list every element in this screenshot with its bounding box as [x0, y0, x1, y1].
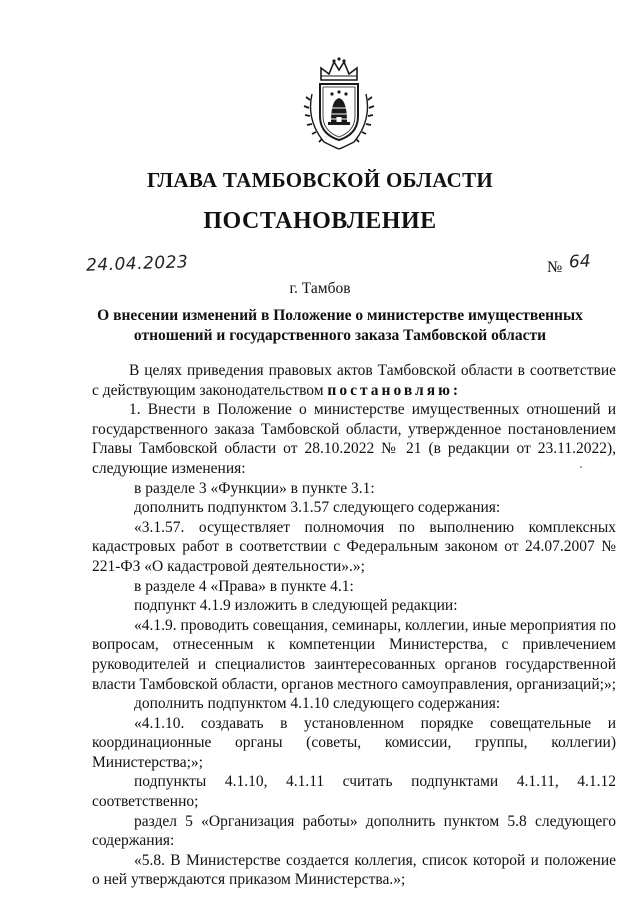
city-label: г. Тамбов: [289, 280, 351, 297]
paragraph-section-4: в разделе 4 «Права» в пункте 4.1:: [134, 577, 354, 595]
handwritten-number: 64: [568, 251, 592, 273]
tambov-coat-of-arms-icon: [296, 56, 382, 152]
decree-word: постановляю:: [327, 381, 462, 399]
paragraph-4-1-9-intro: подпункт 4.1.9 изложить в следующей редакции:: [134, 597, 458, 615]
paragraph-section-3: в разделе 3 «Функции» в пункте 3.1:: [134, 479, 375, 497]
document-type-title: ПОСТАНОВЛЕНИЕ: [203, 208, 437, 234]
paragraph-4-1-10: «4.1.10. создавать в установленном порядке совещательные и координационные органы (советы, комиссии, группы, коллегии) Министерства;»;: [92, 714, 616, 771]
paragraph-section-5: раздел 5 «Организация работы» дополнить пунктом 5.8 следующего содержания:: [92, 812, 616, 850]
authority-title: ГЛАВА ТАМБОВСКОЙ ОБЛАСТИ: [146, 168, 494, 192]
subject-line-2: отношений и государственного заказа Тамбовской области: [133, 327, 547, 344]
paragraph-5-8: «5.8. В Министерстве создается коллегия, список которой и положение о ней утверждаются приказом Министерства.»;: [92, 851, 616, 889]
subject-line-1: О внесении изменений в Положение о министерстве имущественных: [97, 307, 583, 324]
paragraph-add-3-1-57: дополнить подпунктом 3.1.57 следующего содержания:: [134, 499, 501, 517]
paragraph-1: 1. Внести в Положение о министерстве имущественных отношений и государственного заказа Тамбовской области, утвержденное постановлением Главы Тамбовской области от 28.10.2022 № 21 (в редакции от 23.11.2022), следующие изменения:: [92, 401, 616, 477]
scan-speck: [580, 466, 582, 468]
paragraph-preamble: [92, 361, 616, 400]
document-body: [92, 361, 617, 890]
preamble-text: В целях приведения правовых актов Тамбовской области в соответствие с действующим законодательством: [92, 362, 616, 399]
paragraph-renumber: подпункты 4.1.10, 4.1.11 считать подпунктами 4.1.11, 4.1.12 соответственно;: [92, 773, 616, 811]
paragraph-3-1-57: «3.1.57. осуществляет полномочия по выполнению комплексных кадастровых работ в соответствии с Федеральным законом от 24.07.2007 № 221-ФЗ «О кадастровой деятельности».»;: [92, 518, 616, 575]
paragraph-add-4-1-10: дополнить подпунктом 4.1.10 следующего содержания:: [134, 695, 501, 713]
number-label: №: [547, 259, 563, 276]
paragraph-4-1-9: «4.1.9. проводить совещания, семинары, коллегии, иные мероприятия по вопросам, отнесенным к компетенции Министерства, с привлечением руководителей и специалистов заинтересованных органов государственной власти Тамбовской области, органов местного самоуправления, организаций;»;: [92, 616, 617, 693]
document-subject: [60, 306, 620, 346]
handwritten-date: 24.04.2023: [85, 252, 189, 276]
